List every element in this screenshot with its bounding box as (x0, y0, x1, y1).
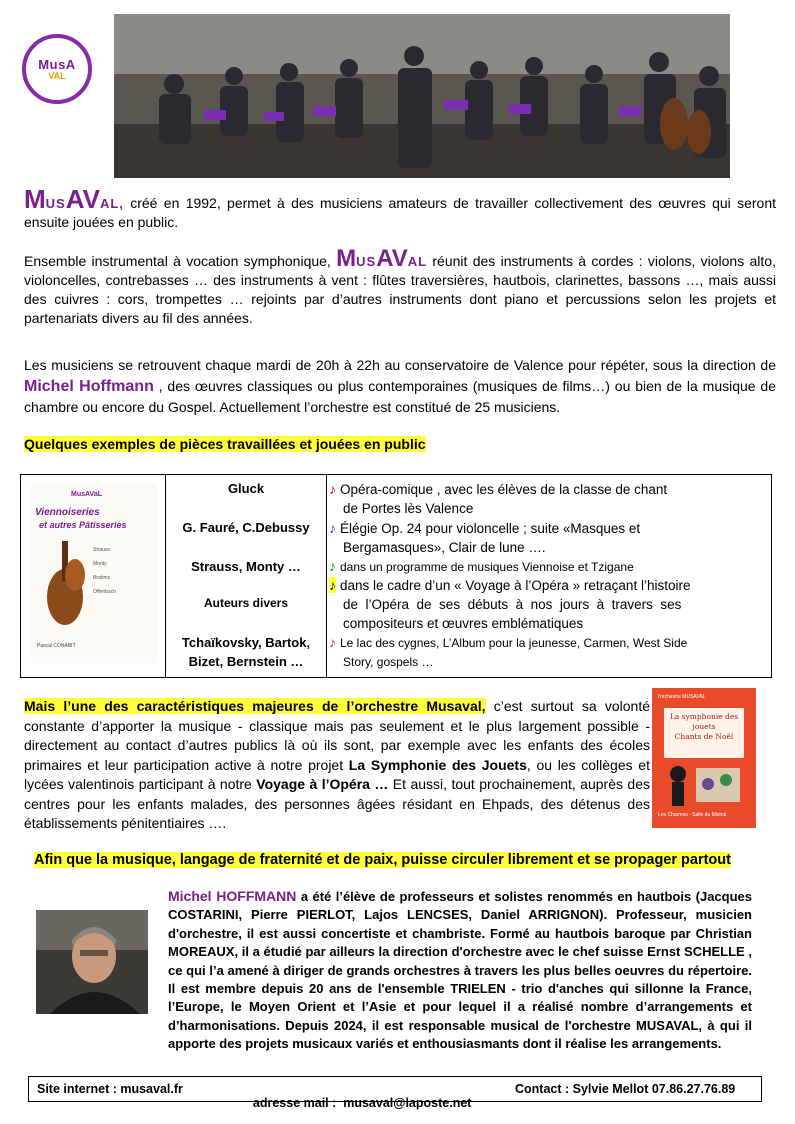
work-desc-4-line-0: Le lac des cygnes, L’Album pour la jeunesse, Carmen, West Side (340, 636, 688, 650)
music-note-icon: ♪ (329, 577, 336, 593)
flyer-credit-3: Offenbach (93, 589, 116, 595)
brand-us-2: US (356, 254, 377, 269)
motto-text: Afin que la musique, langage de fraternité et de paix, puisse circuler librement et se propager partout (34, 852, 731, 868)
bio-name: Michel HOFFMANN (168, 888, 297, 904)
brand-m: M (24, 184, 46, 214)
work-desc-4 (329, 633, 749, 672)
outreach-highlight: Mais l’une des caractéristiques majeures de l’orchestre Musaval, (24, 698, 486, 714)
composer-strauss-monty: Strauss, Monty … (191, 559, 301, 574)
flyer-credit-1: Monty (93, 561, 107, 567)
composer-faure-debussy: G. Fauré, C.Debussy (182, 520, 310, 535)
bio-paragraph (168, 887, 752, 1054)
mail-info (239, 1082, 471, 1124)
ensemble-paragraph (24, 245, 776, 328)
brand-al: AL (99, 196, 120, 211)
logo-line1: MusA (38, 56, 76, 72)
examples-heading-text: Quelques exemples de pièces travaillées et jouées en public (24, 436, 426, 452)
rehearsal-after: , des œuvres classiques ou plus contemporaines (musiques de films…) ou bien de la musique de chambre ou encore du Gospel. Actuellement l’orchestre est constitué de 25 musiciens. (24, 378, 776, 415)
contact-footer (28, 1076, 762, 1110)
poster-header: l'orchestre MUSAVAL (658, 694, 706, 700)
motto (34, 852, 731, 868)
outreach-part1: c’est surtout sa volonté constante d’apporter la musique - classique mais pas seulement et le plus largement possible - directement au contact d’autres publics là où ils sont, par exemple avec les enfants des écoles primaires et leur participation active à notre projet (24, 698, 650, 773)
director-name: Michel Hoffmann (24, 378, 154, 395)
poster-title1: La symphonie des jouets (669, 712, 739, 731)
work-desc-3-line-1: de l’Opéra de ses débuts à nos jours à travers ses (343, 597, 682, 612)
contact-info: Contact : Sylvie Mellot 07.86.27.76.89 (515, 1082, 736, 1096)
musaval-logo (22, 34, 92, 104)
logo-line2: VAL (48, 70, 66, 81)
music-note-icon: ♪ (329, 520, 336, 536)
work-desc-3-line-0: dans le cadre d’un « Voyage à l’Opéra » retraçant l’histoire (340, 578, 691, 593)
composer-tchaikovsky: Tchaïkovsky, Bartok, Bizet, Bernstein … (181, 635, 311, 669)
composer-gluck: Gluck (227, 481, 265, 496)
site-label: Site internet : (37, 1082, 121, 1096)
descriptions-cell (327, 475, 772, 678)
brand-av-2: AV (376, 245, 408, 272)
work-desc-3-line-2: compositeurs et œuvres emblématiques (343, 616, 584, 631)
work-desc-0-line-1: de Portes lès Valence (343, 501, 474, 516)
ensemble-after: réunit des instruments à cordes : violons, violons alto, violoncelles, contrebasses … des instruments à vent : flûtes traversières, hautbois, clarinettes, bassons …, mais aussi des cuivres : cors, trompettes … rejoints par d’autres instruments dont piano et percussions selon les projets et partenariats divers au fil des années. (24, 253, 776, 326)
work-desc-4-line-1: Story, gospels … (343, 655, 434, 669)
outreach-project1: La Symphonie des Jouets (348, 756, 527, 773)
composer-divers: Auteurs divers (203, 596, 289, 610)
work-desc-1-line-0: Élégie Op. 24 pour violoncelle ; suite «Masques et (340, 521, 641, 536)
mail-link[interactable]: musaval@laposte.net (343, 1096, 472, 1110)
mail-label: adresse mail : (252, 1096, 344, 1110)
music-note-icon: ♪ (329, 558, 336, 574)
poster-title-box (664, 708, 744, 758)
flyer-credit-2: Brahms (93, 575, 111, 581)
rehearsal-before: Les musiciens se retrouvent chaque mardi de 20h à 22h au conservatoire de Valence pour répéter, sous la direction de (24, 357, 776, 373)
poster-footer: Les Charmes - Salle du Mistral (658, 812, 727, 818)
outreach-paragraph (24, 697, 650, 834)
works-table (20, 474, 772, 678)
rehearsal-paragraph (24, 355, 776, 418)
work-desc-0 (329, 480, 761, 518)
flyer-brand: MusAVaL (71, 491, 102, 498)
intro-paragraph (24, 184, 776, 232)
outreach-project2: Voyage à l’Opéra … (256, 776, 389, 792)
flyer-conductor: Pascal CONABIT (37, 643, 76, 649)
flyer-credits (93, 543, 116, 599)
symphonie-jouets-poster (652, 688, 756, 828)
work-desc-1 (329, 519, 761, 557)
intro-text: créé en 1992, permet à des musiciens amateurs de travailler collectivement des œuvres qui seront ensuite jouées en public. (24, 195, 776, 230)
outreach-part2: , ou les collèges et lycées valentinois participant à notre (24, 756, 650, 792)
examples-heading (24, 436, 426, 452)
music-note-icon: ♪ (329, 481, 336, 497)
brand-m-2: M (336, 245, 357, 272)
work-desc-2-line-0: dans un programme de musiques Viennoise et Tzigane (340, 560, 634, 574)
poster-illustration (662, 760, 746, 808)
outreach-part3: Et aussi, tout prochainement, auprès des centres pour les enfants malades, des personnes âgées résidant en Ehpads, des détenus des établissements pénitentiaires …. (24, 776, 650, 831)
flyer-cell (21, 475, 166, 678)
orchestra-photo (114, 14, 730, 178)
brand-us: US (45, 196, 66, 211)
work-desc-0-line-0: Opéra-comique , avec les élèves de la classe de chant (340, 482, 668, 497)
bio-text: a été l’élève de professeurs et solistes renommés en hautbois (Jacques COSTARINI, Pierre PIERLOT, Lajos LENCSES, Daniel ARRIGNON). Professeur, musicien d'orchestre, il est aussi concertiste et chambriste. Formé au hautbois baroque par Christian MOREAUX, il a étudié par ailleurs la direction d'orchestre avec le chef suisse Ernst SCHELLE , ce qui l’a amené à diriger de grands orchestres à travers les plus belles oeuvres du répertoire. Il est membre depuis 20 ans de l'ensemble TRIELEN - trio d'anches qui sillonne la France, l’Europe, le Moyen Orient et l’Asie et pour lequel il a réalisé nombre d’arrangements et d’harmonisations. Depuis 2024, il est responsable musical de l'orchestre MUSAVAL, à qui il apporte des projets musicaux variés et enthousiasmants dont il réalise les arrangements. (168, 889, 752, 1052)
site-info (37, 1082, 183, 1096)
brand-al-2: AL (407, 254, 428, 269)
flyer-credit-0: Strauss (93, 547, 110, 553)
work-desc-3 (329, 576, 749, 633)
work-desc-2 (329, 557, 761, 577)
site-link[interactable]: musaval.fr (120, 1082, 183, 1096)
brand-av: AV (65, 184, 100, 214)
brand-suffix: , (119, 196, 124, 211)
viennoiseries-flyer (31, 483, 157, 663)
music-note-icon: ♪ (329, 634, 336, 650)
flyer-title1: Viennoiseries (35, 507, 100, 518)
composers-cell (166, 475, 327, 678)
violin-illustration (35, 535, 95, 635)
ensemble-before: Ensemble instrumental à vocation symphonique, (24, 253, 337, 269)
poster-title2: Chants de Noël (674, 732, 734, 741)
michel-hoffmann-portrait (36, 910, 148, 1014)
work-desc-1-line-1: Bergamasques», Clair de lune …. (343, 540, 546, 555)
flyer-title2: et autres Pâtisseries (39, 520, 127, 530)
